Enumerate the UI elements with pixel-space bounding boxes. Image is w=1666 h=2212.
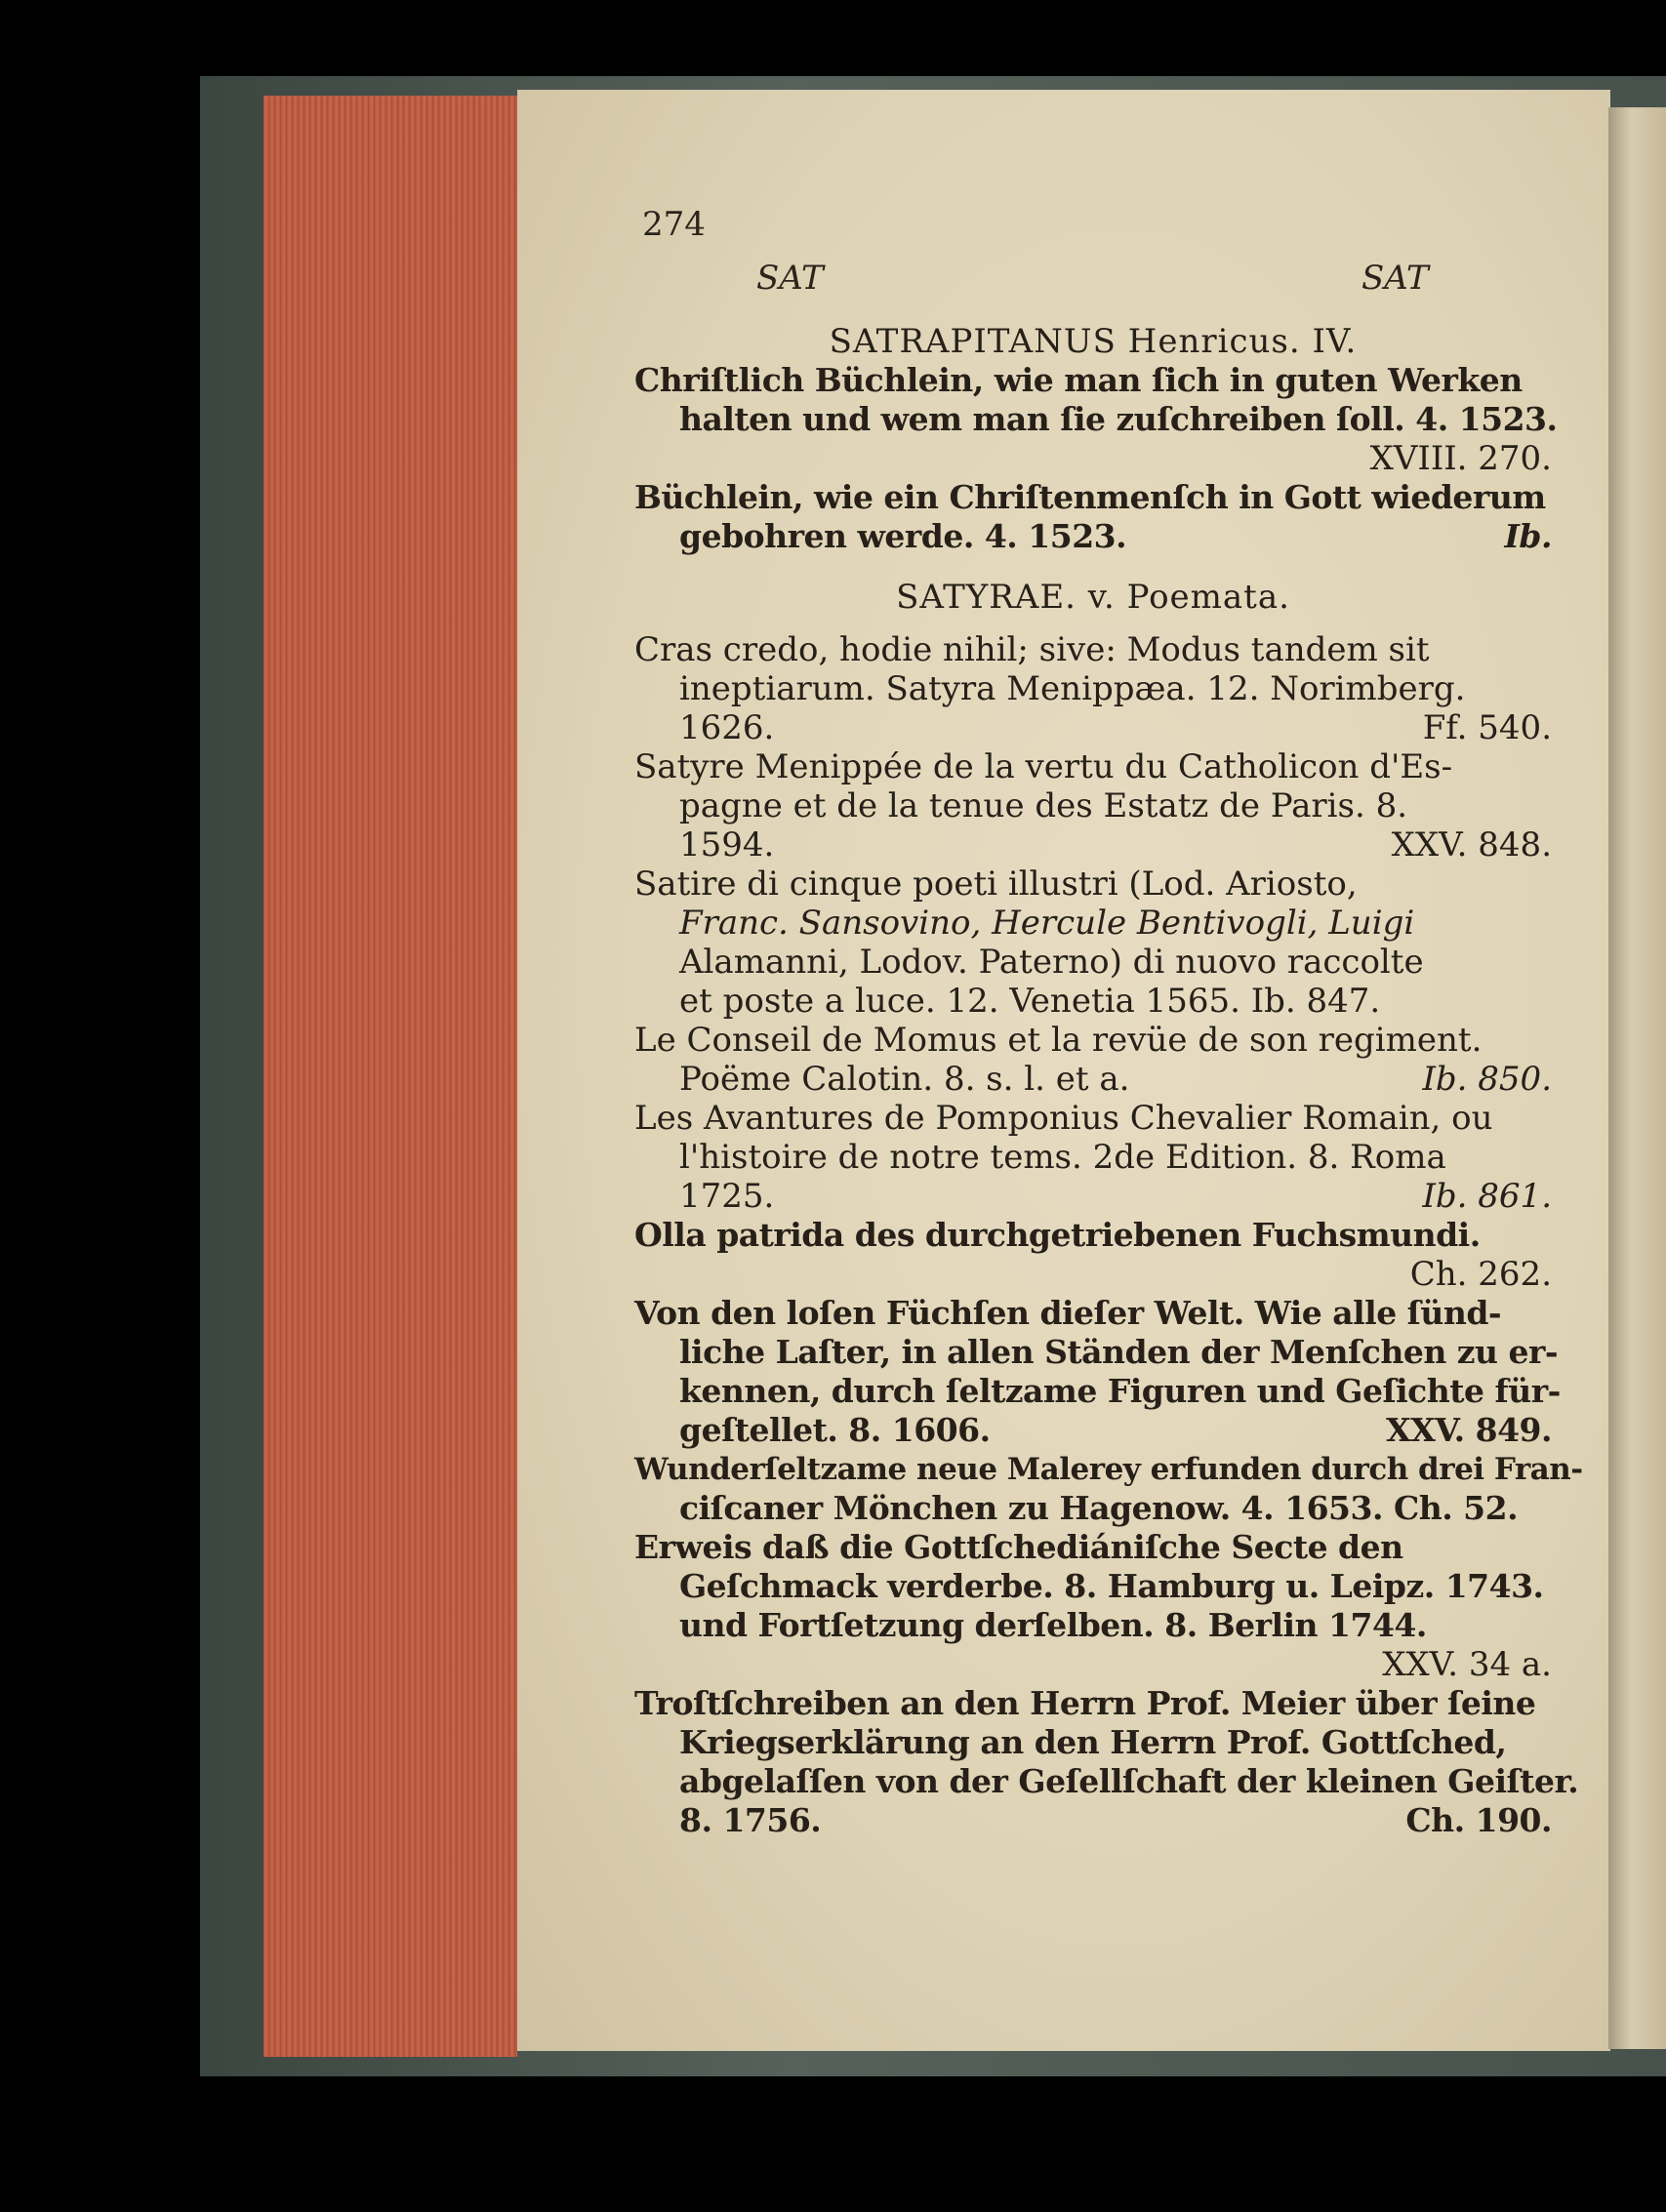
- reference: Ib.: [1504, 517, 1552, 555]
- text-span: 8. 1756.: [679, 1801, 822, 1839]
- spacer: [634, 556, 1552, 578]
- running-head-right: SAT: [1361, 259, 1429, 298]
- text-line: [634, 1801, 1552, 1840]
- text-line: [634, 1177, 1552, 1216]
- text-span: geſtellet. 8. 1606.: [679, 1411, 991, 1449]
- text-line: pagne et de la tenue des Estatz de Paris. 8.: [679, 786, 1408, 825]
- text-line: [634, 708, 1552, 747]
- text-line: et poste a luce. 12. Venetia 1565. Ib. 847.: [679, 982, 1381, 1021]
- text-line: Von den loſen Füchſen dieſer Welt. Wie alle ſünd-: [634, 1294, 1502, 1332]
- text-line: [634, 1645, 1552, 1684]
- text-line: Satyre Menippée de la vertu du Catholicon d'Es-: [634, 747, 1453, 786]
- text-line: ineptiarum. Satyra Menippæa. 12. Norimberg.: [679, 669, 1466, 708]
- reference: Ch. 190.: [1405, 1801, 1552, 1839]
- text-line: Les Avantures de Pomponius Chevalier Romain, ou: [634, 1099, 1493, 1138]
- text-line: Troſtſchreiben an den Herrn Prof. Meier über ſeine: [634, 1684, 1536, 1722]
- text-line: [634, 1255, 1552, 1294]
- text-line: Geſchmack verderbe. 8. Hamburg u. Leipz. 1743.: [679, 1567, 1544, 1605]
- text-line: [634, 439, 1552, 478]
- text-line: [634, 825, 1552, 865]
- reference: Ib. 861.: [1422, 1177, 1552, 1216]
- running-head-left: SAT: [756, 259, 824, 298]
- text-line: Büchlein, wie ein Chriſtenmenſch in Gott wiederum: [634, 478, 1546, 516]
- reference: Ib. 850.: [1422, 1060, 1552, 1099]
- text-line: Wunderſeltzame neue Malerey erfunden durch drei Fran-: [634, 1452, 1583, 1487]
- text-line: ciſcaner Mönchen zu Hagenow. 4. 1653. Ch. 52.: [679, 1489, 1519, 1527]
- text-span: 1626.: [679, 708, 775, 747]
- text-line: und Fortſetzung derſelben. 8. Berlin 1744.: [679, 1606, 1427, 1644]
- reference: XXV. 848.: [1391, 825, 1552, 865]
- text-span: 1725.: [679, 1177, 775, 1216]
- text-line: Olla patrida des durchgetriebenen Fuchsmundi.: [634, 1216, 1481, 1254]
- text-line: Chriſtlich Büchlein, wie man ſich in guten Werken: [634, 361, 1523, 399]
- reference: Ff. 540.: [1422, 708, 1552, 747]
- text-line: Erweis daß die Gottſchediániſche Secte den: [634, 1528, 1403, 1566]
- text-line: liche Laſter, in allen Ständen der Menſchen zu er-: [679, 1333, 1559, 1371]
- page-number: 274: [642, 205, 706, 244]
- text-line: l'histoire de notre tems. 2de Edition. 8. Roma: [679, 1138, 1446, 1177]
- text-line: Satire di cinque poeti illustri (Lod. Ariosto,: [634, 865, 1358, 904]
- text-line: Kriegserklärung an den Herrn Prof. Gottſched,: [679, 1723, 1507, 1761]
- reference: Ch. 262.: [1409, 1255, 1552, 1294]
- page-block-edge: [264, 96, 517, 2057]
- text-line: Alamanni, Lodov. Paterno) di nuovo raccolte: [679, 943, 1424, 982]
- text-line: abgelaſſen von der Geſellſchaft der kleinen Geiſter.: [679, 1762, 1579, 1800]
- reference: XXV. 34 a.: [1382, 1645, 1552, 1684]
- text-span: 1594.: [679, 825, 775, 865]
- text-line: kennen, durch ſeltzame Figuren und Geſichte für-: [679, 1372, 1561, 1410]
- entry-heading-satyrae: SATYRAE. v. Poemata.: [896, 578, 1290, 617]
- text-line: [634, 1060, 1552, 1099]
- spacer: [634, 617, 1552, 630]
- reference: XVIII. 270.: [1369, 439, 1552, 478]
- text-line: Le Conseil de Momus et la revüe de son regiment.: [634, 1021, 1483, 1060]
- text-line: [634, 1411, 1552, 1450]
- text-line: Franc. Sansovino, Hercule Bentivogli, Luigi: [679, 904, 1415, 943]
- text-span: gebohren werde. 4. 1523.: [679, 517, 1127, 555]
- facing-page-edge: [1608, 107, 1666, 2049]
- page-text: [634, 322, 1583, 1840]
- reference: XXV. 849.: [1386, 1411, 1552, 1449]
- entry-heading-satrapitanus: SATRAPITANUS Henricus. IV.: [829, 322, 1358, 361]
- text-line: [634, 517, 1552, 556]
- text-span: Poëme Calotin. 8. s. l. et a.: [679, 1060, 1130, 1099]
- text-line: halten und wem man ſie zuſchreiben ſoll. 4. 1523.: [679, 400, 1558, 438]
- text-line: Cras credo, hodie nihil; sive: Modus tandem sit: [634, 630, 1430, 669]
